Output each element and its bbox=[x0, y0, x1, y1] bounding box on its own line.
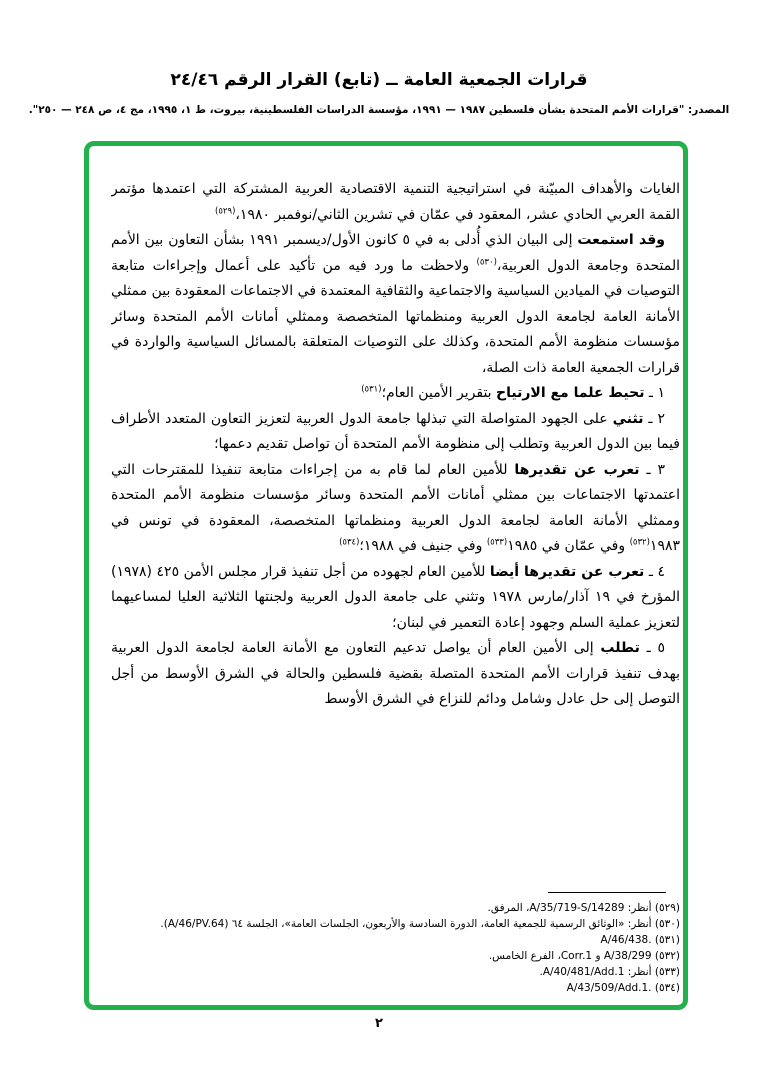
footnote: (٥٣٠) أنظر: «الوثائق الرسمية للجمعية العامة، الدورة السادسة والأربعون، الجلسات العامة»، الجلسة ٦٤ (A/46/PV.64). bbox=[160, 918, 680, 930]
paragraph-text: وفي عمّان في ١٩٨٥ bbox=[507, 538, 630, 554]
source-line: المصدر: "قرارات الأمم المتحدة بشأن فلسطين ١٩٨٧ — ١٩٩١، مؤسسة الدراسات الفلسطينية، بيروت، ط ١، ١٩٩٥، مج ٤، ص ٢٤٨ — ٢٥٠". bbox=[28, 104, 730, 116]
paragraph-text: إلى البيان الذي أُدلى به في ٥ كانون الأول/ديسمبر ١٩٩١ بشأن التعاون بين الأمم المتحدة وجامعة الدول العربية، bbox=[111, 232, 680, 274]
paragraph-text: للأمين العام لما قام به من إجراءات متابعة تنفيذا للمقترحات التي اعتمدتها الاجتماعات بين ممثلي أمانات الأمم المتحدة وسائر مؤسسات منظومة الأمم المتحدة وممثلي الأمانة العامة لجامعة الدول العربية ومنظماتها المتخصصة، المعقودة في تونس في ١٩٨٣ bbox=[111, 461, 680, 554]
page-title: قرارات الجمعية العامة ــ (تابع) القرار الرقم ٢٤/٤٦ bbox=[170, 70, 588, 90]
operative-item-1 bbox=[111, 381, 680, 407]
emphasized-text: وقد استمعت bbox=[577, 232, 665, 248]
emphasized-text: تعرب عن تقديرها أيضا bbox=[489, 563, 645, 580]
emphasized-text: تطلب bbox=[600, 640, 640, 656]
footnote-ref: (٥٢٩) bbox=[215, 205, 236, 216]
paragraph-text: ٥ ـ bbox=[639, 640, 665, 656]
footnote: (٥٢٩) أنظر: A/35/719-S/14289، المرفق. bbox=[487, 902, 680, 914]
paragraph-text: بتقرير الأمين العام؛ bbox=[381, 385, 497, 401]
emphasized-text: تثني bbox=[612, 410, 644, 427]
footnote-ref: (٥٣٤) bbox=[339, 537, 360, 548]
resolution-border-box bbox=[84, 141, 688, 1010]
footnote-ref: (٥٣٣) bbox=[486, 537, 508, 548]
footnote: (٥٣٣) أنظر: A/40/481/Add.1. bbox=[539, 966, 680, 978]
footnote-ref: (٥٣٠) bbox=[476, 256, 497, 267]
preamble-continuation bbox=[111, 177, 680, 228]
page-number: ٢ bbox=[375, 1016, 383, 1031]
paragraph-text: وفي جنيف في ١٩٨٨؛ bbox=[359, 538, 487, 554]
paragraph-text: ٤ ـ bbox=[644, 563, 665, 580]
document-body bbox=[111, 177, 680, 713]
operative-item-2 bbox=[111, 407, 680, 458]
paragraph-text: للأمين العام لجهوده من أجل تنفيذ قرار مجلس الأمن ٤٢٥ (١٩٧٨) المؤرخ في ١٩ آذار/مارس ١٩٧٨ وتثني على جامعة الدول العربية ولجنتها الثلاثية العليا لمساعيهما لتعزيز عملية السلم وجهود إعادة التعمير في لبنان؛ bbox=[111, 563, 680, 631]
operative-item-4 bbox=[111, 560, 680, 637]
paragraph-text: الغايات والأهداف المبيّنة في استراتيجية التنمية الاقتصادية العربية المشتركة التي اعتمدها مؤتمر القمة العربي الحادي عشر، المعقود في عمّان في تشرين الثاني/نوفمبر ١٩٨٠، bbox=[111, 181, 680, 223]
footnotes-list bbox=[103, 900, 680, 996]
preamble-statement bbox=[111, 228, 680, 381]
footnote: (٥٣٤) A/43/509/Add.1.‎ bbox=[566, 982, 680, 994]
operative-item-3 bbox=[111, 458, 680, 560]
paragraph-text: ٣ ـ bbox=[639, 461, 665, 478]
emphasized-text: تحيط علما مع الارتياح bbox=[496, 385, 645, 401]
footnotes-section bbox=[103, 892, 680, 996]
operative-item-5 bbox=[111, 636, 680, 713]
paragraph-text: على الجهود المتواصلة التي تبذلها جامعة الدول العربية لتعزيز التعاون المتعدد الأطراف فيما بين الدول العربية وتطلب إلى منظومة الأمم المتحدة أن تواصل تقديم دعمها؛ bbox=[111, 410, 680, 452]
paragraph-text: ١ ـ bbox=[644, 385, 665, 401]
footnote-ref: (٥٣١) bbox=[361, 384, 382, 395]
footnote-ref: (٥٣٢) bbox=[629, 537, 650, 548]
emphasized-text: تعرب عن تقديرها bbox=[514, 461, 640, 478]
footnote: (٥٣١) A/46/438.‎ bbox=[600, 934, 680, 946]
paragraph-text: ولاحظت ما ورد فيه من تأكيد على أعمال وإجراءات متابعة التوصيات في الميادين السياسية والاجتماعية والثقافية المعتمدة في الاجتماعات المعقودة بين ممثلي الأمانة العامة لجامعة الدول العربية ومنظماتها المتخصصة وممثلي أمانات الأمم المتحدة وسائر مؤسسات منظومة الأمم المتحدة، وكذلك على التوصيات المتعلقة بالمسائل السياسية والواردة في قرارات الجمعية العامة ذات الصلة، bbox=[111, 257, 680, 376]
footnote-separator bbox=[548, 892, 666, 893]
paragraph-text: ٢ ـ bbox=[643, 410, 665, 427]
footnote: (٥٣٢) A/38/299 و Corr.1، الفرع الخامس. bbox=[488, 950, 680, 962]
paragraph-text: إلى الأمين العام أن يواصل تدعيم التعاون مع الأمانة العامة لجامعة الدول العربية بهدف تنفيذ قرارات الأمم المتحدة المتصلة بقضية فلسطين والحالة في الشرق الأوسط من أجل التوصل إلى حل عادل وشامل ودائم للنزاع في الشرق الأوسط bbox=[111, 640, 680, 707]
